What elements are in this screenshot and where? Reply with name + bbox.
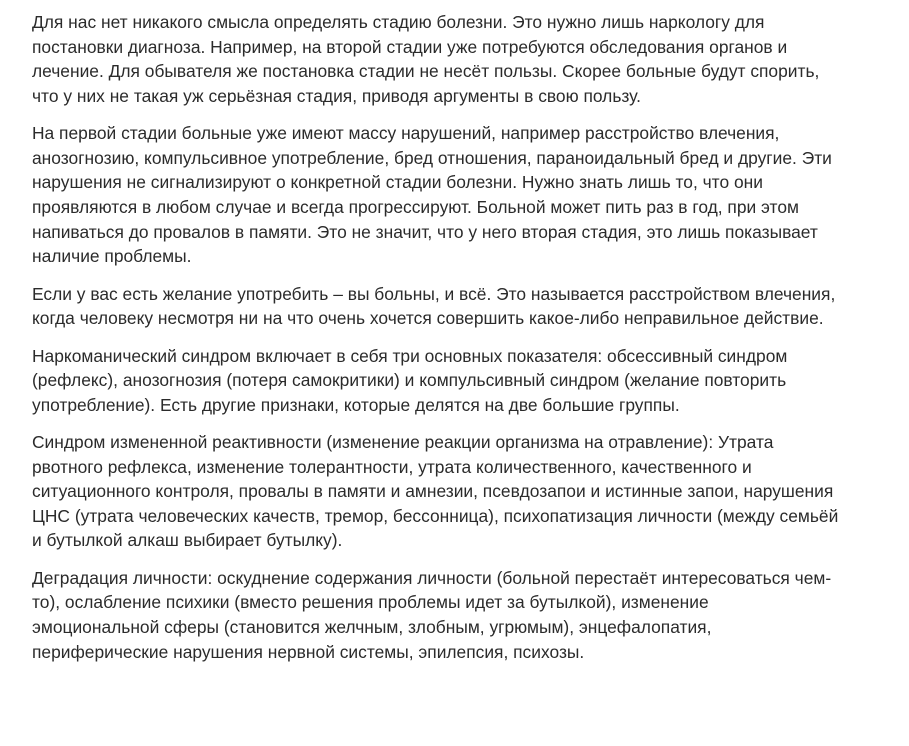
- text-line: постановки диагноза. Например, на второй стадии уже потребуются обследования органов и: [32, 36, 788, 57]
- text-line: периферические нарушения нервной системы, эпилепсия, психозы.: [32, 641, 585, 662]
- text-line: напиваться до провалов в памяти. Это не значит, что у него вторая стадия, это лишь показывает: [32, 221, 818, 242]
- paragraph-personality-degradation: [32, 566, 892, 664]
- text-line: ЦНС (утрата человеческих качеств, тремор, бессонница), психопатизация личности (между семьёй: [32, 505, 839, 526]
- text-line: Синдром измененной реактивности (изменение реакции организма на отравление): Утрата: [32, 432, 774, 453]
- text-line: эмоциональной сферы (становится желчным, злобным, угрюмым), энцефалопатия,: [32, 617, 712, 638]
- text-line: Если у вас есть желание употребить – вы больны, и всё. Это называется расстройством влечения,: [32, 283, 836, 304]
- text-line: наличие проблемы.: [32, 246, 192, 267]
- text-line: ситуационного контроля, провалы в памяти и амнезии, псевдозапои и истинные запои, нарушения: [32, 481, 834, 502]
- paragraph-reactivity-syndrome: [32, 430, 892, 553]
- text-line: то), ослабление психики (вместо решения проблемы идет за бутылкой), изменение: [32, 592, 709, 613]
- text-line: (рефлекс), анозогнозия (потеря самокритики) и компульсивный синдром (желание повторить: [32, 370, 787, 391]
- paragraph-first-stage: [32, 121, 892, 269]
- text-line: рвотного рефлекса, изменение толерантности, утрата количественного, качественного и: [32, 456, 752, 477]
- text-line: Для нас нет никакого смысла определять стадию болезни. Это нужно лишь наркологу для: [32, 12, 765, 32]
- paragraph-narcomanic-syndrome: [32, 344, 892, 418]
- text-line: лечение. Для обывателя же постановка стадии не несёт пользы. Скорее больные будут спорить,: [32, 61, 820, 82]
- text-line: когда человеку несмотря ни на что очень хочется совершить какое-либо неправильное действие.: [32, 308, 824, 329]
- text-line: употребление). Есть другие признаки, которые делятся на две большие группы.: [32, 394, 680, 415]
- text-line: Деградация личности: оскуднение содержания личности (больной перестаёт интересоваться чем-: [32, 567, 832, 588]
- text-line: проявляются в любом случае и всегда прогрессируют. Больной может пить раз в год, при этом: [32, 196, 799, 217]
- document-body: [32, 10, 892, 677]
- text-line: Наркоманический синдром включает в себя три основных показателя: обсессивный синдром: [32, 345, 788, 366]
- paragraph-craving: [32, 282, 892, 331]
- text-line: анозогнозию, компульсивное употребление, бред отношения, параноидальный бред и другие. Эти: [32, 147, 832, 168]
- text-line: что у них не такая уж серьёзная стадия, приводя аргументы в свою пользу.: [32, 85, 641, 106]
- paragraph-stage-meaning: [32, 10, 892, 108]
- text-line: На первой стадии больные уже имеют массу нарушений, например расстройство влечения,: [32, 123, 780, 144]
- text-line: нарушения не сигнализируют о конкретной стадии болезни. Нужно знать лишь то, что они: [32, 172, 763, 193]
- text-line: и бутылкой алкаш выбирает бутылку).: [32, 530, 343, 551]
